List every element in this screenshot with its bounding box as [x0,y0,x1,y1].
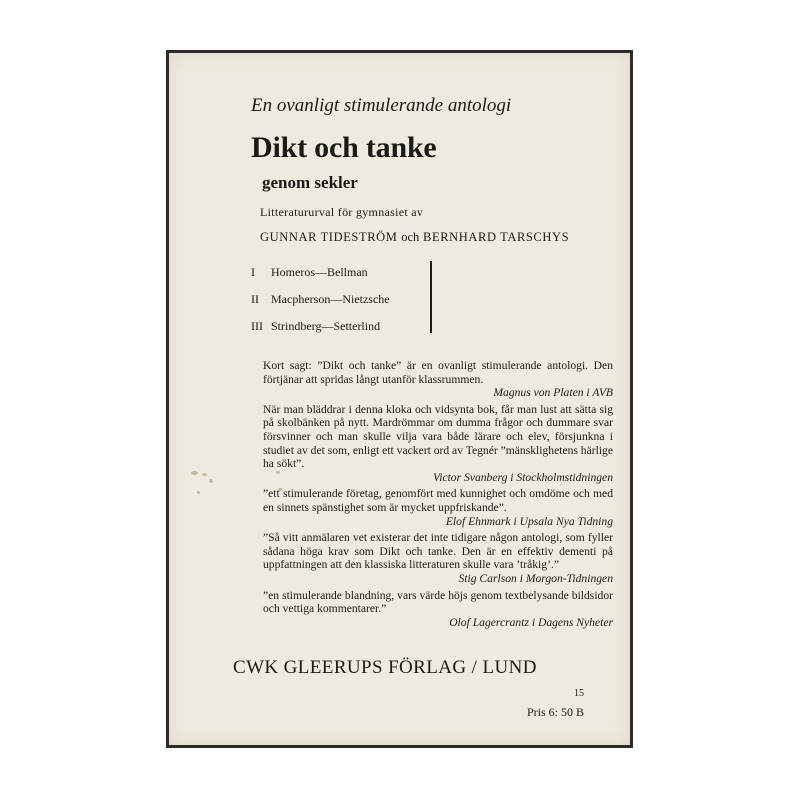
price-label: Pris 6: 50 B [526,705,584,719]
review-text: ”ett stimulerande företag, genomfört med kunnighet och omdöme och med en sinnets spänstighet som är mycket uppfriskande”. [263,487,613,514]
volume-title: Strindberg—Setterlind [271,319,381,333]
book-back-cover [166,50,633,748]
editors-conjunction: och [401,230,420,244]
selection-line: Litteratururval för gymnasiet av [260,205,424,219]
tagline: En ovanligt stimulerande antologi [251,95,512,116]
book-subtitle: genom sekler [262,173,358,192]
review-list [263,359,613,632]
editor-first: GUNNAR TIDESTRÖM [260,230,398,244]
volume-title: Homeros—Bellman [271,265,368,279]
review-source: Magnus von Platen i AVB [493,386,613,400]
stain-mark [209,479,213,483]
review-quote [263,487,613,528]
stain-mark [197,491,200,494]
review-text: ”en stimulerande blandning, vars värde höjs genom textbelysande bildsidor och vettiga kommentarer.” [263,588,613,616]
review-quote [263,589,613,630]
volume-item [251,319,380,334]
review-text: Kort sagt: ”Dikt och tanke” är en ovanligt stimulerande antologi. Den förtjänar att spridas långt utanför klassrummen. [263,359,613,386]
review-source: Olof Lagercrantz i Dagens Nyheter [449,615,613,629]
stain-mark [191,471,198,475]
review-quote [263,359,613,400]
review-source: Victor Svanberg i Stockholmstidningen [433,470,613,484]
volume-number: II [251,292,259,306]
volume-number: I [251,265,255,279]
editor-second: BERNHARD TARSCHYS [423,230,570,244]
review-source: Stig Carlson i Morgon-Tidningen [458,571,613,585]
book-title: Dikt och tanke [251,131,437,164]
review-text: ”Så vitt anmälaren vet existerar det inte tidigare någon antologi, som fyller sådana höga krav som Dikt och tanke. Den är en effektiv dementi på uppfattningen att den klassiska litteraturen skulle vara ’tråkig’.” [263,531,613,572]
review-source: Elof Ehnmark i Upsala Nya Tidning [445,514,613,528]
review-text: När man bläddrar i denna kloka och vidsynta bok, får man lust att sätta sig på skolbänken på nytt. Mardrömmar om dumma frågor och dummare svar försvinner och man skulle vilja vara både lärare och elev, försjunkna i studiet av det som, enligt ett vackert ord av Tegnér ”mänsklighetens härlige ha sökt”. [263,402,613,471]
review-quote [263,531,613,585]
stain-mark [202,473,207,476]
volume-item [251,292,390,307]
editors-line [260,230,569,245]
volume-title: Macpherson—Nietzsche [271,292,390,306]
catalog-code: 15 [574,688,584,699]
volume-item [251,265,368,280]
publisher-line: CWK GLEERUPS FÖRLAG / LUND [233,657,537,678]
volume-number: III [251,319,263,333]
review-quote [263,403,613,485]
volume-divider [430,261,432,333]
